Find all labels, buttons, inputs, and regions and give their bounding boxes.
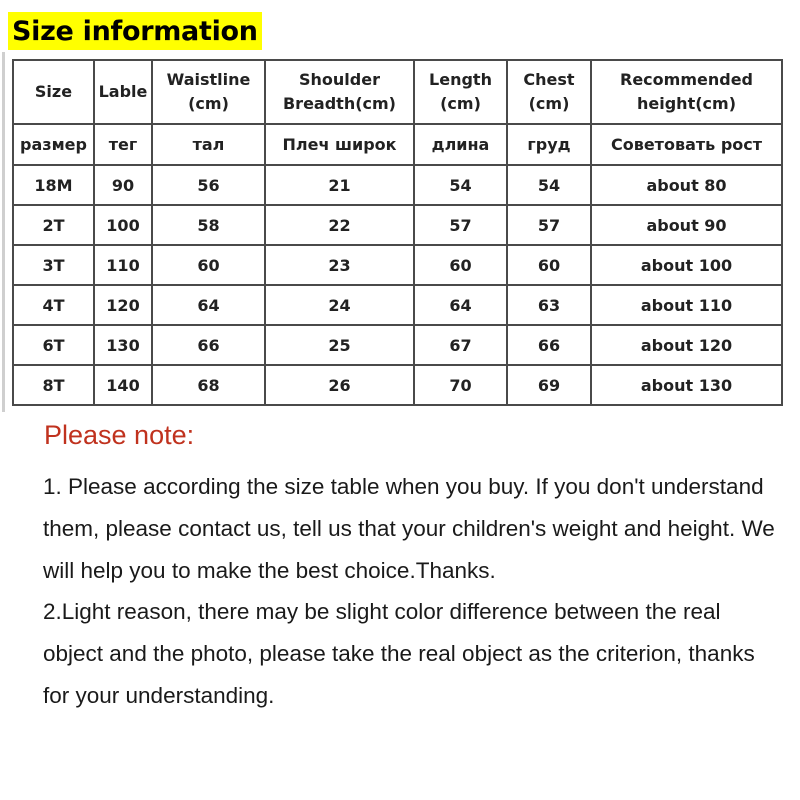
table-cell: 25 <box>265 325 414 365</box>
table-cell: 60 <box>414 245 507 285</box>
table-cell: 24 <box>265 285 414 325</box>
table-cell: 56 <box>152 165 265 205</box>
note-body <box>43 466 783 717</box>
note-item-1: 1. Please according the size table when you buy. If you don't understand them, please contact us, tell us that your children's weight and height. We will help you to make the best choice.Thanks. <box>43 474 775 583</box>
table-cell: 54 <box>507 165 591 205</box>
note-title: Please note: <box>44 420 195 450</box>
table-cell: 4T <box>13 285 94 325</box>
size-table <box>12 59 783 406</box>
table-cell: 64 <box>152 285 265 325</box>
table-cell: about 130 <box>591 365 782 405</box>
table-cell: about 80 <box>591 165 782 205</box>
page-title: Size information <box>12 15 258 47</box>
header-cell-label: Lable <box>94 60 152 124</box>
table-cell: about 100 <box>591 245 782 285</box>
table-cell: 66 <box>152 325 265 365</box>
left-divider <box>2 52 5 412</box>
table-cell: 130 <box>94 325 152 365</box>
table-cell: 2T <box>13 205 94 245</box>
header-cell-shoulder: Shoulder Breadth(cm) <box>265 60 414 124</box>
table-cell: 100 <box>94 205 152 245</box>
table-row <box>13 245 782 285</box>
table-cell: 8T <box>13 365 94 405</box>
table-cell: 67 <box>414 325 507 365</box>
header-ru-cell-length: длина <box>414 124 507 165</box>
table-cell: 58 <box>152 205 265 245</box>
table-cell: 60 <box>507 245 591 285</box>
table-cell: 57 <box>507 205 591 245</box>
table-cell: 57 <box>414 205 507 245</box>
table-cell: about 90 <box>591 205 782 245</box>
header-ru-cell-label: тег <box>94 124 152 165</box>
header-cell-height: Recommended height(cm) <box>591 60 782 124</box>
header-cell-waistline: Waistline (cm) <box>152 60 265 124</box>
table-row <box>13 325 782 365</box>
table-cell: 69 <box>507 365 591 405</box>
table-cell: 63 <box>507 285 591 325</box>
table-cell: 22 <box>265 205 414 245</box>
table-cell: 60 <box>152 245 265 285</box>
table-cell: 70 <box>414 365 507 405</box>
table-cell: 54 <box>414 165 507 205</box>
table-cell: 6T <box>13 325 94 365</box>
header-ru-cell-shoulder: Плеч широк <box>265 124 414 165</box>
table-cell: 68 <box>152 365 265 405</box>
header-ru-cell-chest: груд <box>507 124 591 165</box>
header-ru-cell-height: Советовать рост <box>591 124 782 165</box>
header-cell-length: Length (cm) <box>414 60 507 124</box>
table-cell: about 120 <box>591 325 782 365</box>
header-ru-cell-size: размер <box>13 124 94 165</box>
table-row <box>13 205 782 245</box>
table-cell: 110 <box>94 245 152 285</box>
header-ru-cell-waistline: тал <box>152 124 265 165</box>
header-row-russian <box>13 124 782 165</box>
table-cell: 66 <box>507 325 591 365</box>
header-cell-size: Size <box>13 60 94 124</box>
table-row <box>13 285 782 325</box>
table-row <box>13 165 782 205</box>
table-cell: 64 <box>414 285 507 325</box>
header-row <box>13 60 782 124</box>
table-cell: 26 <box>265 365 414 405</box>
table-cell: 23 <box>265 245 414 285</box>
header-cell-chest: Chest (cm) <box>507 60 591 124</box>
table-cell: 21 <box>265 165 414 205</box>
title-highlight <box>8 12 262 50</box>
table-cell: 120 <box>94 285 152 325</box>
table-cell: 90 <box>94 165 152 205</box>
table-cell: 18M <box>13 165 94 205</box>
table-row <box>13 365 782 405</box>
table-cell: about 110 <box>591 285 782 325</box>
table-cell: 140 <box>94 365 152 405</box>
table-cell: 3T <box>13 245 94 285</box>
note-item-2: 2.Light reason, there may be slight color difference between the real object and the photo, please take the real object as the criterion, thanks for your understanding. <box>43 599 755 708</box>
